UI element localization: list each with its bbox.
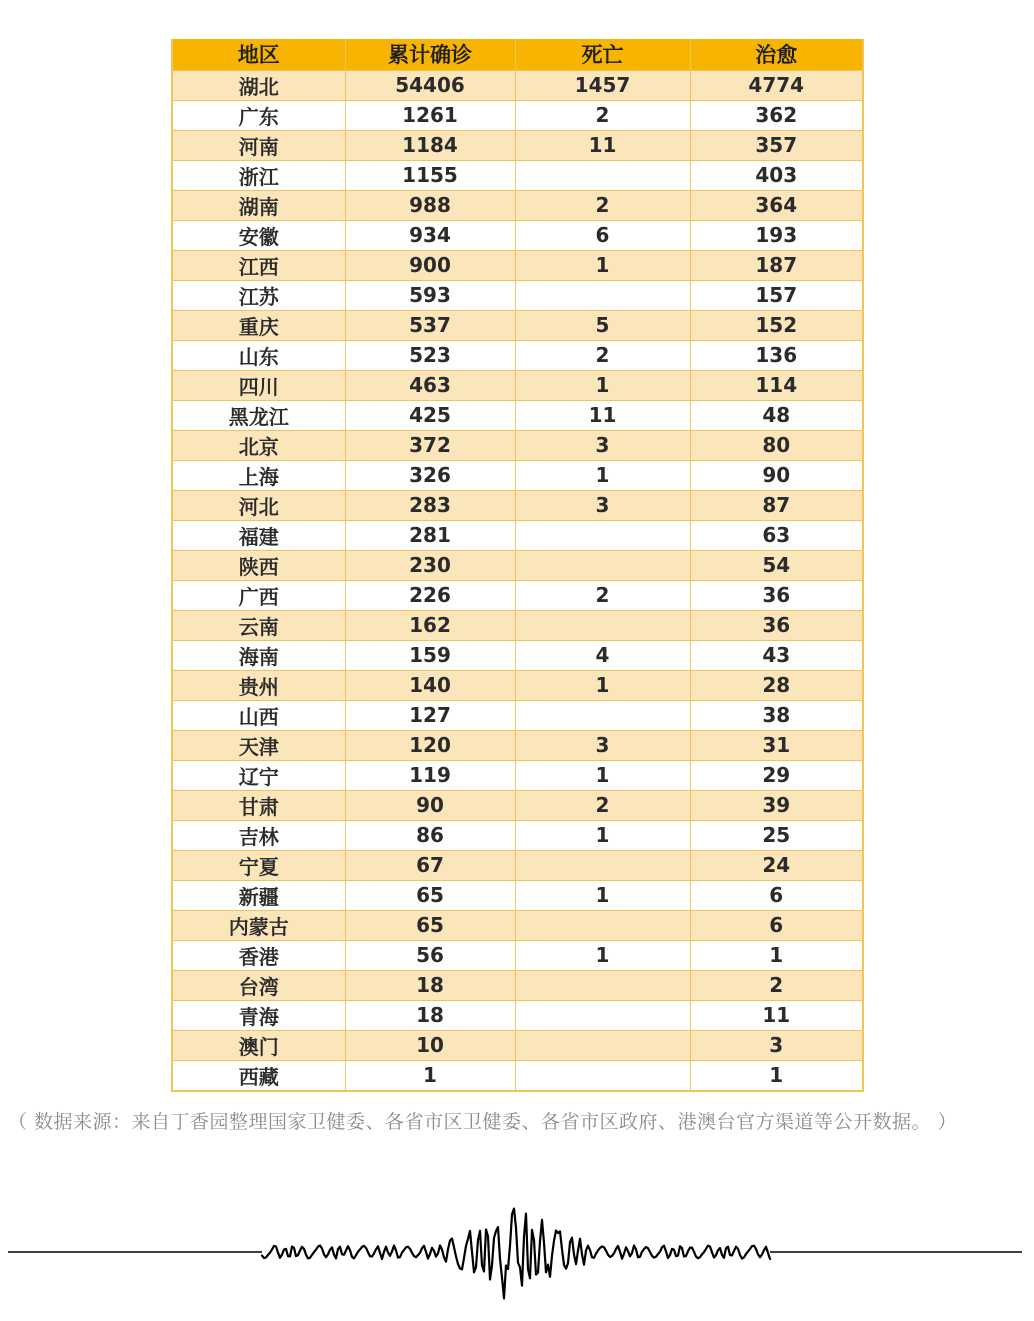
- deaths-cell: 2: [515, 580, 690, 610]
- recovered-cell: 36: [690, 610, 863, 640]
- table-row: [172, 790, 863, 820]
- deaths-cell: [515, 280, 690, 310]
- confirmed-cell: 140: [345, 670, 515, 700]
- recovered-cell: 362: [690, 100, 863, 130]
- deaths-cell: [515, 1000, 690, 1030]
- deaths-cell: [515, 1060, 690, 1091]
- recovered-cell: 25: [690, 820, 863, 850]
- deaths-cell: 2: [515, 100, 690, 130]
- confirmed-cell: 159: [345, 640, 515, 670]
- table-row: [172, 970, 863, 1000]
- confirmed-cell: 120: [345, 730, 515, 760]
- confirmed-cell: 65: [345, 880, 515, 910]
- region-cell: 河南: [172, 130, 345, 160]
- region-cell: 西藏: [172, 1060, 345, 1091]
- table-row: [172, 130, 863, 160]
- region-cell: 北京: [172, 430, 345, 460]
- table-row: [172, 580, 863, 610]
- deaths-cell: 1: [515, 670, 690, 700]
- table-row: [172, 430, 863, 460]
- table-row: [172, 850, 863, 880]
- confirmed-cell: 1155: [345, 160, 515, 190]
- region-cell: 安徽: [172, 220, 345, 250]
- table-row: [172, 1000, 863, 1030]
- recovered-cell: 11: [690, 1000, 863, 1030]
- recovered-cell: 1: [690, 1060, 863, 1091]
- recovered-cell: 3: [690, 1030, 863, 1060]
- confirmed-cell: 281: [345, 520, 515, 550]
- table-row: [172, 190, 863, 220]
- confirmed-cell: 1: [345, 1060, 515, 1091]
- region-cell: 上海: [172, 460, 345, 490]
- deaths-cell: 2: [515, 340, 690, 370]
- region-cell: 新疆: [172, 880, 345, 910]
- region-cell: 重庆: [172, 310, 345, 340]
- deaths-cell: 1457: [515, 70, 690, 100]
- table-row: [172, 1060, 863, 1091]
- table-header-row: [172, 39, 863, 70]
- deaths-cell: 2: [515, 790, 690, 820]
- recovered-cell: 136: [690, 340, 863, 370]
- table-row: [172, 640, 863, 670]
- region-cell: 山西: [172, 700, 345, 730]
- deaths-cell: [515, 850, 690, 880]
- recovered-cell: 48: [690, 400, 863, 430]
- recovered-cell: 80: [690, 430, 863, 460]
- table-row: [172, 940, 863, 970]
- region-cell: 黑龙江: [172, 400, 345, 430]
- recovered-cell: 63: [690, 520, 863, 550]
- recovered-cell: 114: [690, 370, 863, 400]
- confirmed-cell: 90: [345, 790, 515, 820]
- recovered-cell: 54: [690, 550, 863, 580]
- deaths-cell: [515, 970, 690, 1000]
- deaths-cell: 1: [515, 250, 690, 280]
- confirmed-cell: 283: [345, 490, 515, 520]
- confirmed-cell: 1184: [345, 130, 515, 160]
- deaths-cell: 3: [515, 490, 690, 520]
- confirmed-cell: 119: [345, 760, 515, 790]
- table-body: [172, 70, 863, 1091]
- table-row: [172, 670, 863, 700]
- region-cell: 陕西: [172, 550, 345, 580]
- table-row: [172, 370, 863, 400]
- table-row: [172, 220, 863, 250]
- recovered-cell: 87: [690, 490, 863, 520]
- table-row: [172, 70, 863, 100]
- recovered-cell: 38: [690, 700, 863, 730]
- region-cell: 台湾: [172, 970, 345, 1000]
- table-row: [172, 490, 863, 520]
- deaths-cell: [515, 550, 690, 580]
- recovered-cell: 1: [690, 940, 863, 970]
- deaths-cell: 3: [515, 430, 690, 460]
- confirmed-cell: 523: [345, 340, 515, 370]
- data-table-container: [171, 39, 862, 1092]
- confirmed-cell: 127: [345, 700, 515, 730]
- recovered-cell: 28: [690, 670, 863, 700]
- deaths-cell: 1: [515, 880, 690, 910]
- region-cell: 广东: [172, 100, 345, 130]
- region-cell: 青海: [172, 1000, 345, 1030]
- table-row: [172, 550, 863, 580]
- confirmed-cell: 900: [345, 250, 515, 280]
- confirmed-cell: 593: [345, 280, 515, 310]
- table-row: [172, 760, 863, 790]
- confirmed-cell: 1261: [345, 100, 515, 130]
- deaths-cell: 5: [515, 310, 690, 340]
- recovered-cell: 187: [690, 250, 863, 280]
- deaths-cell: 1: [515, 370, 690, 400]
- table-row: [172, 460, 863, 490]
- region-cell: 江苏: [172, 280, 345, 310]
- deaths-cell: 3: [515, 730, 690, 760]
- table-row: [172, 280, 863, 310]
- confirmed-cell: 988: [345, 190, 515, 220]
- recovered-cell: 403: [690, 160, 863, 190]
- confirmed-cell: 226: [345, 580, 515, 610]
- recovered-cell: 39: [690, 790, 863, 820]
- region-cell: 海南: [172, 640, 345, 670]
- deaths-cell: [515, 520, 690, 550]
- table-row: [172, 1030, 863, 1060]
- confirmed-cell: 65: [345, 910, 515, 940]
- region-cell: 湖北: [172, 70, 345, 100]
- confirmed-cell: 54406: [345, 70, 515, 100]
- region-cell: 内蒙古: [172, 910, 345, 940]
- column-header: 累计确诊: [345, 39, 515, 70]
- recovered-cell: 90: [690, 460, 863, 490]
- table-row: [172, 730, 863, 760]
- region-cell: 福建: [172, 520, 345, 550]
- region-cell: 河北: [172, 490, 345, 520]
- confirmed-cell: 230: [345, 550, 515, 580]
- region-cell: 天津: [172, 730, 345, 760]
- region-cell: 山东: [172, 340, 345, 370]
- confirmed-cell: 56: [345, 940, 515, 970]
- recovered-cell: 152: [690, 310, 863, 340]
- recovered-cell: 43: [690, 640, 863, 670]
- deaths-cell: 11: [515, 130, 690, 160]
- deaths-cell: [515, 610, 690, 640]
- table-row: [172, 310, 863, 340]
- confirmed-cell: 67: [345, 850, 515, 880]
- table-row: [172, 400, 863, 430]
- recovered-cell: 29: [690, 760, 863, 790]
- table-row: [172, 910, 863, 940]
- table-row: [172, 160, 863, 190]
- region-cell: 甘肃: [172, 790, 345, 820]
- deaths-cell: 2: [515, 190, 690, 220]
- recovered-cell: 157: [690, 280, 863, 310]
- region-cell: 江西: [172, 250, 345, 280]
- deaths-cell: 1: [515, 940, 690, 970]
- confirmed-cell: 463: [345, 370, 515, 400]
- table-row: [172, 340, 863, 370]
- recovered-cell: 357: [690, 130, 863, 160]
- deaths-cell: 6: [515, 220, 690, 250]
- confirmed-cell: 10: [345, 1030, 515, 1060]
- table-row: [172, 610, 863, 640]
- confirmed-cell: 18: [345, 970, 515, 1000]
- region-cell: 辽宁: [172, 760, 345, 790]
- region-cell: 贵州: [172, 670, 345, 700]
- confirmed-cell: 425: [345, 400, 515, 430]
- region-cell: 宁夏: [172, 850, 345, 880]
- confirmed-cell: 326: [345, 460, 515, 490]
- confirmed-cell: 162: [345, 610, 515, 640]
- table-row: [172, 700, 863, 730]
- confirmed-cell: 18: [345, 1000, 515, 1030]
- table-row: [172, 820, 863, 850]
- recovered-cell: 193: [690, 220, 863, 250]
- deaths-cell: 11: [515, 400, 690, 430]
- confirmed-cell: 934: [345, 220, 515, 250]
- waveform-divider-icon: [0, 1190, 1034, 1310]
- recovered-cell: 6: [690, 880, 863, 910]
- recovered-cell: 6: [690, 910, 863, 940]
- deaths-cell: [515, 1030, 690, 1060]
- epidemic-data-table: [171, 39, 864, 1092]
- table-row: [172, 880, 863, 910]
- region-cell: 澳门: [172, 1030, 345, 1060]
- column-header: 地区: [172, 39, 345, 70]
- recovered-cell: 4774: [690, 70, 863, 100]
- recovered-cell: 31: [690, 730, 863, 760]
- deaths-cell: 1: [515, 760, 690, 790]
- recovered-cell: 24: [690, 850, 863, 880]
- recovered-cell: 364: [690, 190, 863, 220]
- table-row: [172, 520, 863, 550]
- table-row: [172, 250, 863, 280]
- region-cell: 吉林: [172, 820, 345, 850]
- confirmed-cell: 372: [345, 430, 515, 460]
- confirmed-cell: 537: [345, 310, 515, 340]
- table-row: [172, 100, 863, 130]
- region-cell: 云南: [172, 610, 345, 640]
- deaths-cell: [515, 700, 690, 730]
- region-cell: 香港: [172, 940, 345, 970]
- region-cell: 四川: [172, 370, 345, 400]
- region-cell: 湖南: [172, 190, 345, 220]
- column-header: 治愈: [690, 39, 863, 70]
- region-cell: 浙江: [172, 160, 345, 190]
- deaths-cell: 1: [515, 820, 690, 850]
- deaths-cell: 1: [515, 460, 690, 490]
- recovered-cell: 2: [690, 970, 863, 1000]
- deaths-cell: 4: [515, 640, 690, 670]
- confirmed-cell: 86: [345, 820, 515, 850]
- source-note: （ 数据来源：来自丁香园整理国家卫健委、各省市区卫健委、各省市区政府、港澳台官方渠道等公开数据。 ）: [8, 1111, 958, 1133]
- deaths-cell: [515, 160, 690, 190]
- region-cell: 广西: [172, 580, 345, 610]
- recovered-cell: 36: [690, 580, 863, 610]
- column-header: 死亡: [515, 39, 690, 70]
- deaths-cell: [515, 910, 690, 940]
